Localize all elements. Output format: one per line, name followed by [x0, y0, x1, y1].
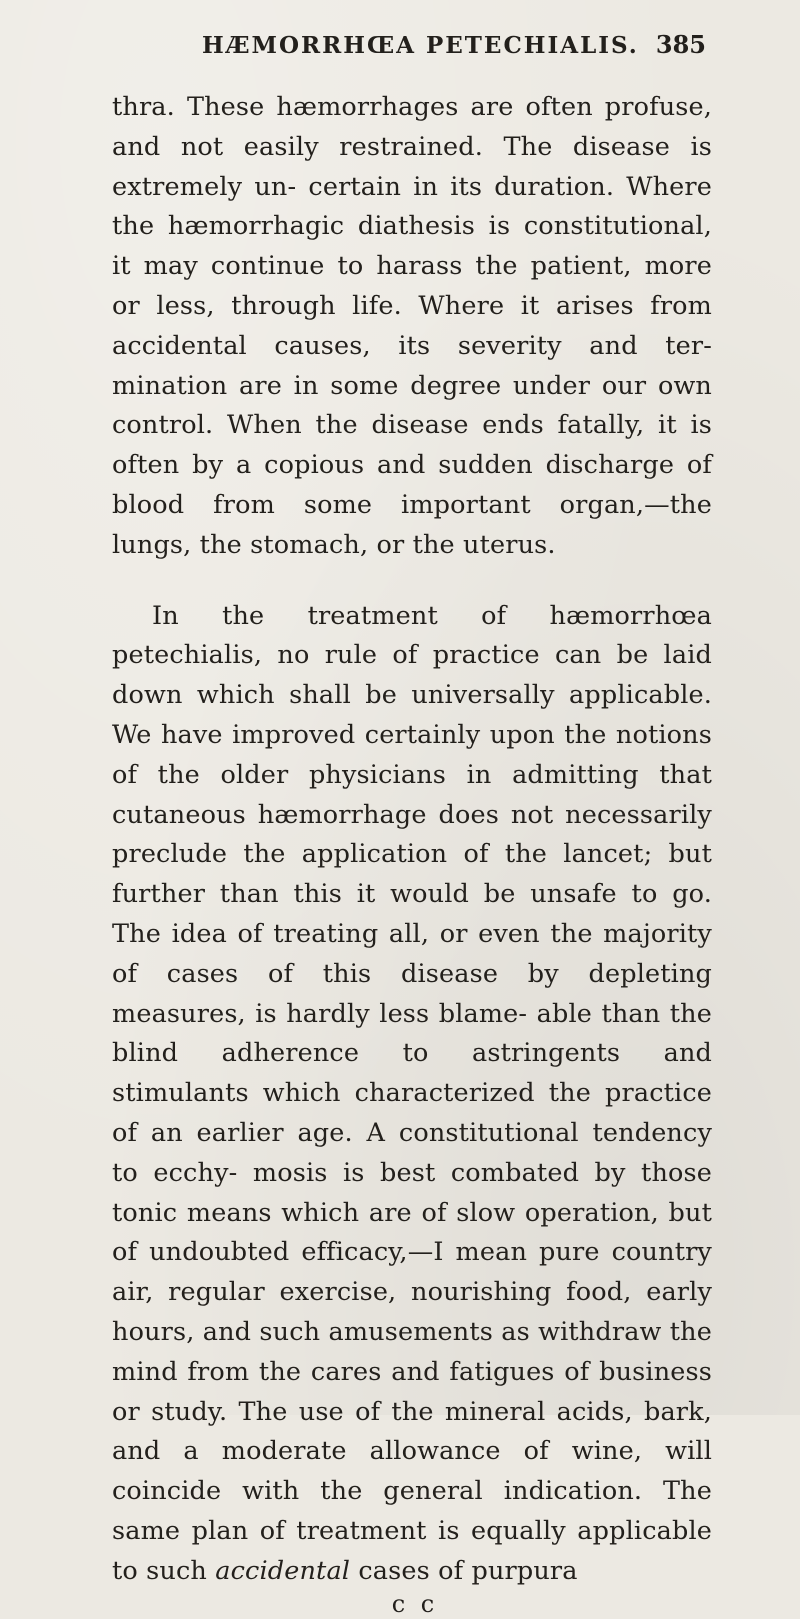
paragraph-text: In the treatment of hæmorrhœa petechialis, no rule of practice can be laid down which shall be universally applicable. We have improved certainly upon the notions of the older physicians in admitting that cutaneous hæmorrhage does not necessarily preclude the application of the lancet; but further than this it would be unsafe to go. The idea of treating all, or even the majority of cases of this disease by depleting measures, is hardly less blame- able than the blind adherence to astringents and stimulants which characterized the practice of an earlier age. A constitutional tendency to ecchy- mosis is best combated by those tonic means which are of slow operation, but of undoubted efficacy,—I mean pure country air, regular exercise, nourishing food, early hours, and such amusements as withdraw the mind from the cares and fatigues of business or study. The use of the mineral acids, bark, and a moderate allowance of wine, will coincide with the general indication. The same plan of treatment is equally applicable to such [112, 600, 712, 1586]
paragraph-continuation: thra. These hæmorrhages are often profuse, and not easily restrained. The disease is extremely un- certain in its duration. Where the hæmorrhagic diathesis is constitutional, it may continue to harass the patient, more or less, through life. Where it arises from accidental causes, its severity and ter- mination are in some degree under our own control. When the disease ends fatally, it is often by a copious and sudden discharge of blood from some important organ,—the lungs, the stomach, or the uterus. [112, 92, 712, 560]
italic-term: accidental [215, 1555, 351, 1586]
paragraph-treatment [112, 597, 712, 1592]
running-header [202, 30, 712, 88]
page-number: 385 [655, 30, 706, 59]
signature-mark: c c [391, 1590, 439, 1619]
running-title: HÆMORRHŒA PETECHIALIS. [202, 32, 639, 59]
paragraph-text-end: cases of purpura [350, 1555, 578, 1586]
